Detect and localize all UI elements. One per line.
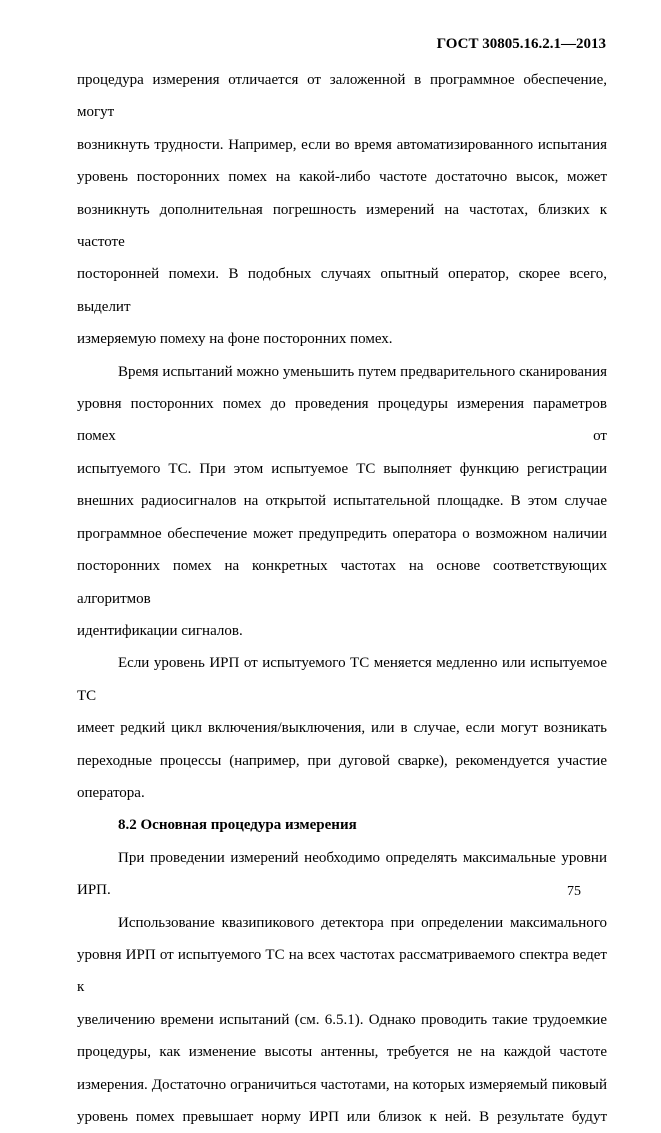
- text-line: возникнуть трудности. Например, если во время автоматизированного испытания: [77, 136, 607, 153]
- text-line: Время испытаний можно уменьшить путем предварительного сканирования: [118, 363, 607, 380]
- text-line: посторонней помехи. В подобных случаях опытный оператор, скорее всего, выделит: [77, 266, 607, 315]
- text-line: программное обеспечение может предупредить оператора о возможном наличии: [77, 525, 607, 542]
- text-line: ИРП.: [77, 882, 111, 899]
- section-heading: 8.2 Основная процедура измерения: [118, 817, 357, 834]
- text-line: переходные процессы (например, при дуговой сварке), рекомендуется участие: [77, 752, 607, 769]
- text-line: Использование квазипикового детектора при определении максимального: [118, 914, 607, 931]
- standard-header: ГОСТ 30805.16.2.1—2013: [436, 36, 606, 52]
- text-line: возникнуть дополнительная погрешность измерений на частотах, близких к частоте: [77, 201, 607, 251]
- text-line: оператора.: [77, 784, 145, 801]
- text-line: внешних радиосигналов на открытой испытательной площадке. В этом случае: [77, 493, 607, 510]
- text-line: посторонних помех на конкретных частотах на основе соответствующих алгоритмов: [77, 558, 607, 607]
- text-line: Если уровень ИРП от испытуемого ТС меняется медленно или испытуемое ТС: [77, 655, 607, 704]
- text-line: увеличению времени испытаний (см. 6.5.1). Однако проводить такие трудоемкие: [77, 1011, 607, 1028]
- paragraph: [77, 356, 607, 648]
- paragraph: [77, 64, 607, 356]
- text-line: идентификации сигналов.: [77, 622, 243, 639]
- text-line: имеет редкий цикл включения/выключения, или в случае, если могут возникать: [77, 720, 607, 737]
- text-line: При проведении измерений необходимо определять максимальные уровни: [118, 849, 607, 866]
- page-number: 75: [567, 884, 581, 899]
- text-line: процедура измерения отличается от заложенной в программное обеспечение, могут: [77, 72, 607, 121]
- text-line: уровня ИРП от испытуемого ТС на всех частотах рассматриваемого спектра ведет к: [77, 946, 607, 996]
- text-line: измерения. Достаточно ограничиться частотами, на которых измеряемый пиковый: [77, 1076, 607, 1093]
- body-text: [77, 64, 607, 1133]
- text-line: уровень помех превышает норму ИРП или близок к ней. В результате будут: [77, 1109, 607, 1125]
- text-line: уровня посторонних помех до проведения процедуры измерения параметров помех от: [77, 396, 607, 445]
- paragraph: [77, 842, 607, 907]
- text-line: измеряемую помеху на фоне посторонних помех.: [77, 331, 393, 348]
- text-line: испытуемого ТС. При этом испытуемое ТС выполняет функцию регистрации: [77, 460, 607, 477]
- paragraph: [77, 907, 607, 1133]
- text-line: уровень посторонних помех на какой-либо частоте достаточно высок, может: [77, 169, 607, 186]
- paragraph: [77, 647, 607, 809]
- text-line: процедуры, как изменение высоты антенны, требуется не на каждой частоте: [77, 1044, 607, 1061]
